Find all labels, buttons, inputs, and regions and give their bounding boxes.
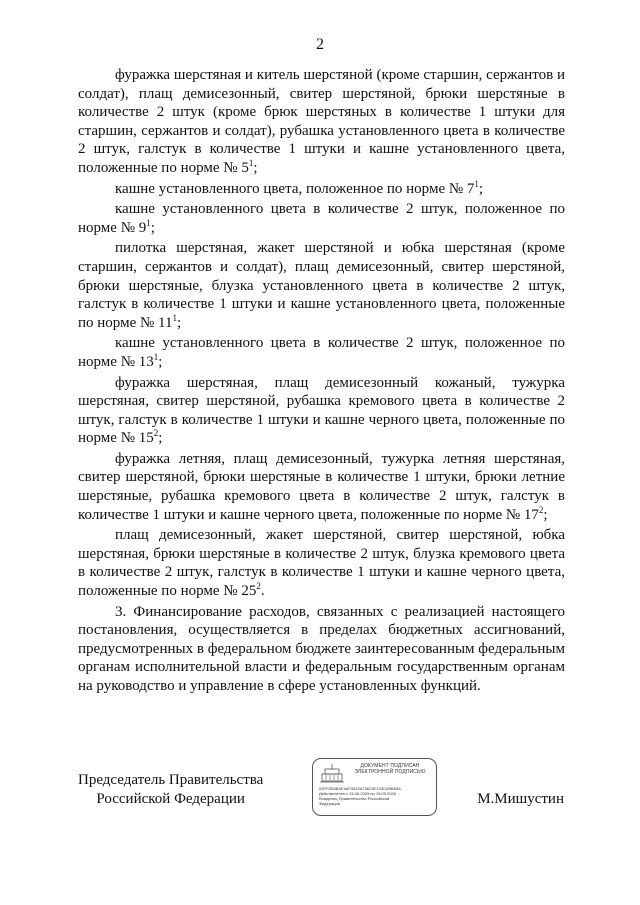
electronic-signature-stamp — [312, 758, 437, 816]
paragraph — [78, 66, 565, 178]
emblem-icon — [319, 763, 345, 783]
paragraph-text: кашне установленного цвета в количестве 2 штук, положенное по норме № 9 — [78, 201, 565, 236]
footnote-ref: 1 — [474, 178, 479, 189]
paragraph — [78, 526, 565, 600]
signature-block — [0, 756, 640, 826]
paragraph — [78, 200, 565, 237]
footnote-ref: 1 — [248, 157, 254, 168]
footnote-ref: 2 — [538, 504, 544, 515]
paragraph-text: ; — [543, 506, 548, 523]
paragraph-text: ; — [158, 353, 163, 370]
stamp-certificate: 00FF9D6BAF4AF0815A796C5FC6E329B65A — [319, 786, 401, 791]
paragraph — [78, 603, 565, 696]
paragraph-text: ; — [158, 430, 163, 447]
paragraph — [78, 450, 565, 524]
stamp-header — [347, 763, 433, 775]
stamp-owner-line-2: Федерации — [319, 801, 340, 806]
footnote-ref: 1 — [172, 312, 177, 323]
paragraph-text: пилотка шерстяная, жакет шерстяной и юбка шерстяная (кроме старшин, сержантов и солдат), плащ демисезонный, свитер шерстяной, брюки шерстяные, блузка установленного цвета в количестве 2 штук, галстук в количестве 1 штуки и кашне установленного цвета, положенные по норме № 11 — [78, 240, 565, 331]
signer-name: М.Мишустин — [477, 791, 564, 807]
paragraph-text: . — [260, 583, 265, 600]
stamp-validity: Действителен с 26.06.2025 по 19.09.2026 — [319, 791, 396, 796]
paragraph-text: фуражка шерстяная, плащ демисезонный кожаный, тужурка шерстяная, свитер шерстяной, рубашка кремового цвета в количестве 2 штук, галстук в количестве 1 штуки и кашне черного цвета, положенные по норме № 15 — [78, 374, 565, 447]
paragraph — [78, 180, 565, 199]
footnote-ref: 2 — [256, 581, 261, 592]
footnote-ref: 2 — [153, 428, 159, 439]
paragraph-text: кашне установленного цвета, положенное по норме № 7 — [115, 180, 475, 197]
paragraph-text: 3. Финансирование расходов, связанных с реализацией настоящего постановления, осуществляется в пределах бюджетных ассигнований, предусмотренных в федеральном бюджете заинтересованным федеральным органам исполнительной власти и федеральным государственным органам на руководство и управление в сфере установленных функций. — [78, 603, 565, 694]
paragraph-text: плащ демисезонный, жакет шерстяной, свитер шерстяной, юбка шерстяная, брюки шерстяные в количестве 2 штук, блузка кремового цвета в количестве 2 штук, галстук в количестве 1 штуки и кашне черного цвета, положенные по норме № 25 — [78, 527, 565, 600]
stamp-details — [319, 786, 434, 806]
document-body — [78, 66, 565, 698]
stamp-header-line-1: ДОКУМЕНТ ПОДПИСАН — [360, 763, 420, 769]
paragraph-text: фуражка летняя, плащ демисезонный, тужурка летняя шерстяная, свитер шерстяной, брюки шерстяные в количестве 1 штуки, брюки летние шерстяные, рубашка кремового цвета в количестве 2 штук, галстук в количестве 1 штуки и кашне черного цвета, положенные по норме № 17 — [78, 450, 565, 523]
paragraph-text: ; — [478, 180, 484, 197]
signer-title-line-2: Российской Федерации — [96, 791, 245, 807]
paragraph-text: ; — [253, 159, 258, 176]
paragraph — [78, 374, 565, 448]
paragraph-text: фуражка шерстяная и китель шерстяной (кроме старшин, сержантов и солдат), плащ демисезонный, свитер шерстяной, брюки шерстяные в количестве 2 штук (кроме брюк шерстяных в количестве 1 штуки для старшин, сержантов и солдат), рубашка установленного цвета в количестве 2 штук, галстук в количестве 1 штуки и кашне установленного цвета, положенные по норме № 5 — [78, 67, 565, 176]
paragraph — [78, 239, 565, 332]
signer-title — [78, 771, 263, 809]
paragraph-text: ; — [150, 219, 155, 236]
stamp-header-line-2: ЭЛЕКТРОННОЙ ПОДПИСЬЮ — [354, 769, 426, 775]
paragraph-text: кашне установленного цвета в количестве 2 штук, положенное по норме № 13 — [78, 335, 565, 370]
page-number: 2 — [316, 36, 324, 53]
signer-title-line-1: Председатель Правительства — [78, 772, 264, 788]
footnote-ref: 1 — [153, 351, 159, 362]
stamp-owner-line-1: Владелец Правительство Российской — [319, 796, 390, 801]
paragraph-text: ; — [176, 314, 182, 331]
footnote-ref: 1 — [146, 217, 151, 228]
paragraph — [78, 334, 565, 371]
